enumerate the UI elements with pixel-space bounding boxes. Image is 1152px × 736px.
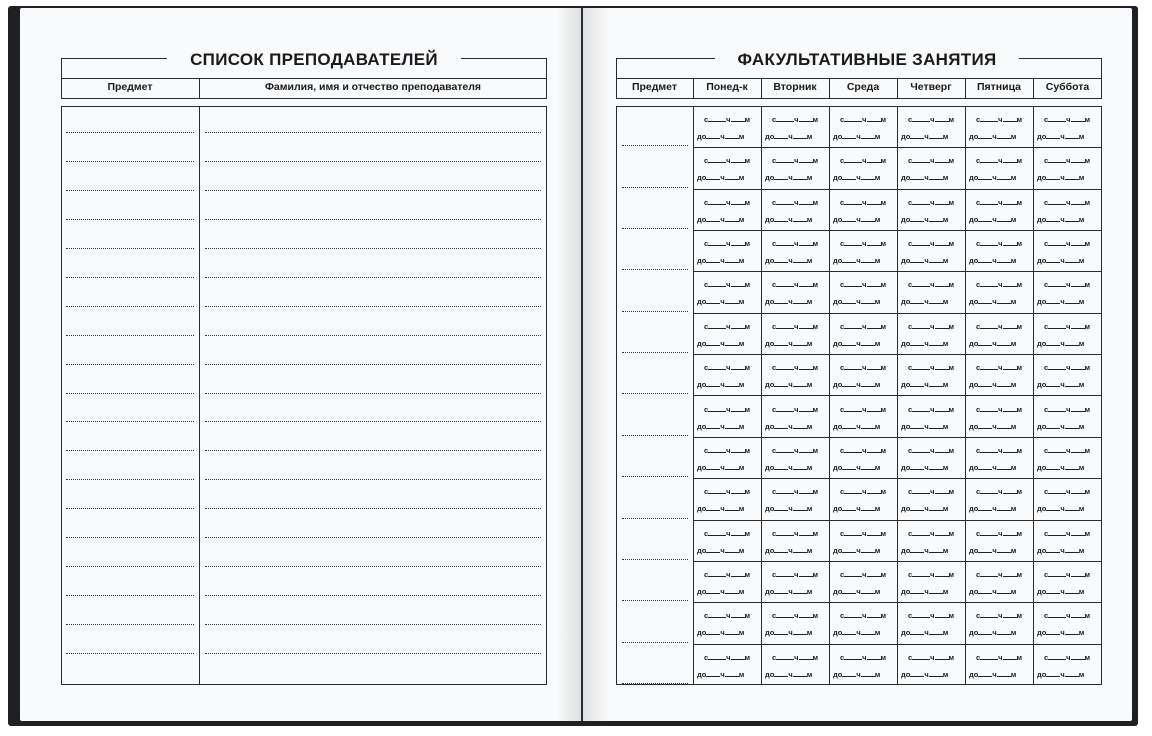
time-from-field[interactable]: с ч м	[772, 322, 819, 331]
teachers-name-line[interactable]	[205, 624, 541, 625]
teachers-name-line[interactable]	[205, 306, 541, 307]
teachers-subject-line[interactable]	[66, 219, 194, 220]
electives-subject-line[interactable]	[622, 187, 688, 188]
electives-col-3: Среда	[846, 81, 880, 93]
time-to-field[interactable]: до ч м	[969, 297, 1017, 306]
teachers-col-subject: Предмет	[107, 81, 153, 93]
time-from-field[interactable]: с ч м	[908, 446, 955, 455]
time-from-field[interactable]: с ч м	[840, 198, 887, 207]
time-to-field[interactable]: до ч м	[697, 215, 745, 224]
time-from-field[interactable]: с ч м	[908, 280, 955, 289]
time-from-field[interactable]: с ч м	[1044, 611, 1091, 620]
time-to-field[interactable]: до ч м	[901, 132, 949, 141]
time-from-field[interactable]: с ч м	[704, 570, 751, 579]
time-to-field[interactable]: до ч м	[697, 422, 745, 431]
time-to-field[interactable]: до ч м	[901, 504, 949, 513]
time-from-field[interactable]: с ч м	[1044, 529, 1091, 538]
electives-col-4: Четверг	[910, 81, 952, 93]
time-to-field[interactable]: до ч м	[969, 132, 1017, 141]
time-from-field[interactable]: с ч м	[840, 115, 887, 124]
time-to-field[interactable]: до ч м	[765, 628, 813, 637]
teachers-subject-line[interactable]	[66, 132, 194, 133]
time-from-field[interactable]: с ч м	[772, 611, 819, 620]
time-to-field[interactable]: до ч м	[833, 132, 881, 141]
time-to-field[interactable]: до ч м	[969, 587, 1017, 596]
time-to-field[interactable]: до ч м	[697, 546, 745, 555]
time-to-field[interactable]: до ч м	[969, 628, 1017, 637]
time-to-field[interactable]: до ч м	[833, 670, 881, 679]
time-from-field[interactable]: с ч м	[840, 405, 887, 414]
electives-subject-line[interactable]	[622, 311, 688, 312]
time-from-field[interactable]: с ч м	[840, 156, 887, 165]
time-from-field[interactable]: с ч м	[976, 487, 1023, 496]
time-to-field[interactable]: до ч м	[765, 256, 813, 265]
teachers-subject-line[interactable]	[66, 306, 194, 307]
teachers-name-line[interactable]	[205, 393, 541, 394]
time-from-field[interactable]: с ч м	[840, 363, 887, 372]
time-to-field[interactable]: до ч м	[697, 173, 745, 182]
teachers-name-line[interactable]	[205, 190, 541, 191]
time-from-field[interactable]: с ч м	[704, 529, 751, 538]
time-to-field[interactable]: до ч м	[901, 422, 949, 431]
teachers-name-line[interactable]	[205, 508, 541, 509]
electives-subject-line[interactable]	[622, 145, 688, 146]
time-to-field[interactable]: до ч м	[901, 587, 949, 596]
time-to-field[interactable]: до ч м	[765, 339, 813, 348]
time-from-field[interactable]: с ч м	[976, 322, 1023, 331]
teachers-subject-line[interactable]	[66, 566, 194, 567]
time-from-field[interactable]: с ч м	[772, 115, 819, 124]
time-from-field[interactable]: с ч м	[908, 198, 955, 207]
time-to-field[interactable]: до ч м	[901, 339, 949, 348]
time-to-field[interactable]: до ч м	[833, 256, 881, 265]
time-from-field[interactable]: с ч м	[772, 363, 819, 372]
time-to-field[interactable]: до ч м	[765, 380, 813, 389]
electives-subject-line[interactable]	[622, 559, 688, 560]
time-from-field[interactable]: с ч м	[704, 156, 751, 165]
time-to-field[interactable]: до ч м	[1037, 380, 1085, 389]
time-to-field[interactable]: до ч м	[765, 587, 813, 596]
electives-col-1: Понед-к	[706, 81, 748, 93]
time-from-field[interactable]: с ч м	[840, 611, 887, 620]
time-from-field[interactable]: с ч м	[1044, 198, 1091, 207]
teachers-name-line[interactable]	[205, 450, 541, 451]
time-to-field[interactable]: до ч м	[901, 297, 949, 306]
electives-subject-line[interactable]	[622, 228, 688, 229]
time-from-field[interactable]: с ч м	[840, 570, 887, 579]
time-from-field[interactable]: с ч м	[908, 156, 955, 165]
electives-title: ФАКУЛЬТАТИВНЫЕ ЗАНЯТИЯ	[715, 47, 1019, 73]
time-to-field[interactable]: до ч м	[1037, 215, 1085, 224]
time-from-field[interactable]: с ч м	[704, 115, 751, 124]
time-from-field[interactable]: с ч м	[704, 653, 751, 662]
time-to-field[interactable]: до ч м	[969, 339, 1017, 348]
time-from-field[interactable]: с ч м	[976, 363, 1023, 372]
time-from-field[interactable]: с ч м	[908, 570, 955, 579]
teachers-subject-line[interactable]	[66, 479, 194, 480]
time-from-field[interactable]: с ч м	[772, 653, 819, 662]
teachers-subject-line[interactable]	[66, 624, 194, 625]
teachers-name-line[interactable]	[205, 277, 541, 278]
time-from-field[interactable]: с ч м	[908, 487, 955, 496]
time-from-field[interactable]: с ч м	[704, 198, 751, 207]
time-to-field[interactable]: до ч м	[1037, 256, 1085, 265]
time-to-field[interactable]: до ч м	[833, 297, 881, 306]
time-to-field[interactable]: до ч м	[1037, 546, 1085, 555]
time-to-field[interactable]: до ч м	[969, 173, 1017, 182]
teachers-title: СПИСОК ПРЕПОДАВАТЕЛЕЙ	[167, 47, 461, 73]
time-from-field[interactable]: с ч м	[772, 446, 819, 455]
time-to-field[interactable]: до ч м	[1037, 628, 1085, 637]
time-to-field[interactable]: до ч м	[901, 546, 949, 555]
time-from-field[interactable]: с ч м	[772, 570, 819, 579]
teachers-name-line[interactable]	[205, 595, 541, 596]
time-from-field[interactable]: с ч м	[908, 529, 955, 538]
time-to-field[interactable]: до ч м	[1037, 297, 1085, 306]
teachers-subject-line[interactable]	[66, 508, 194, 509]
time-to-field[interactable]: до ч м	[1037, 504, 1085, 513]
time-from-field[interactable]: с ч м	[772, 280, 819, 289]
time-to-field[interactable]: до ч м	[1037, 339, 1085, 348]
time-to-field[interactable]: до ч м	[969, 256, 1017, 265]
time-to-field[interactable]: до ч м	[901, 628, 949, 637]
time-to-field[interactable]: до ч м	[969, 215, 1017, 224]
time-from-field[interactable]: с ч м	[1044, 653, 1091, 662]
time-from-field[interactable]: с ч м	[840, 487, 887, 496]
electives-subject-line[interactable]	[622, 435, 688, 436]
teachers-subject-line[interactable]	[66, 393, 194, 394]
teachers-subject-line[interactable]	[66, 248, 194, 249]
time-to-field[interactable]: до ч м	[765, 463, 813, 472]
teachers-name-line[interactable]	[205, 421, 541, 422]
time-from-field[interactable]: с ч м	[908, 611, 955, 620]
electives-col-2: Вторник	[773, 81, 817, 93]
time-from-field[interactable]: с ч м	[840, 653, 887, 662]
time-from-field[interactable]: с ч м	[772, 405, 819, 414]
time-from-field[interactable]: с ч м	[840, 280, 887, 289]
electives-subject-line[interactable]	[622, 269, 688, 270]
time-to-field[interactable]: до ч м	[833, 628, 881, 637]
teachers-name-line[interactable]	[205, 537, 541, 538]
time-to-field[interactable]: до ч м	[833, 587, 881, 596]
time-to-field[interactable]: до ч м	[1037, 587, 1085, 596]
time-from-field[interactable]: с ч м	[704, 446, 751, 455]
time-to-field[interactable]: до ч м	[697, 670, 745, 679]
teachers-subject-line[interactable]	[66, 537, 194, 538]
time-to-field[interactable]: до ч м	[901, 463, 949, 472]
time-from-field[interactable]: с ч м	[704, 239, 751, 248]
time-to-field[interactable]: до ч м	[697, 297, 745, 306]
time-to-field[interactable]: до ч м	[697, 628, 745, 637]
time-from-field[interactable]: с ч м	[704, 405, 751, 414]
teachers-subject-line[interactable]	[66, 595, 194, 596]
teachers-name-line[interactable]	[205, 566, 541, 567]
time-to-field[interactable]: до ч м	[765, 132, 813, 141]
electives-col-5: Пятница	[976, 81, 1022, 93]
time-to-field[interactable]: до ч м	[901, 215, 949, 224]
time-from-field[interactable]: с ч м	[976, 611, 1023, 620]
time-to-field[interactable]: до ч м	[697, 339, 745, 348]
time-from-field[interactable]: с ч м	[704, 487, 751, 496]
teachers-name-line[interactable]	[205, 219, 541, 220]
teachers-subject-line[interactable]	[66, 450, 194, 451]
time-from-field[interactable]: с ч м	[1044, 115, 1091, 124]
time-from-field[interactable]: с ч м	[1044, 405, 1091, 414]
teachers-subject-line[interactable]	[66, 190, 194, 191]
time-to-field[interactable]: до ч м	[969, 380, 1017, 389]
time-to-field[interactable]: до ч м	[697, 587, 745, 596]
time-from-field[interactable]: с ч м	[976, 405, 1023, 414]
time-to-field[interactable]: до ч м	[765, 670, 813, 679]
time-from-field[interactable]: с ч м	[976, 446, 1023, 455]
time-to-field[interactable]: до ч м	[765, 215, 813, 224]
time-to-field[interactable]: до ч м	[765, 173, 813, 182]
teachers-table	[61, 106, 547, 685]
teachers-subject-line[interactable]	[66, 277, 194, 278]
electives-subject-line[interactable]	[622, 600, 688, 601]
time-from-field[interactable]: с ч м	[704, 611, 751, 620]
time-to-field[interactable]: до ч м	[969, 670, 1017, 679]
time-to-field[interactable]: до ч м	[833, 173, 881, 182]
time-from-field[interactable]: с ч м	[704, 322, 751, 331]
time-from-field[interactable]: с ч м	[976, 653, 1023, 662]
time-to-field[interactable]: до ч м	[697, 132, 745, 141]
time-from-field[interactable]: с ч м	[1044, 322, 1091, 331]
time-to-field[interactable]: до ч м	[901, 256, 949, 265]
time-to-field[interactable]: до ч м	[969, 463, 1017, 472]
time-from-field[interactable]: с ч м	[1044, 363, 1091, 372]
time-from-field[interactable]: с ч м	[908, 115, 955, 124]
time-to-field[interactable]: до ч м	[765, 422, 813, 431]
time-from-field[interactable]: с ч м	[976, 529, 1023, 538]
teachers-name-line[interactable]	[205, 248, 541, 249]
time-to-field[interactable]: до ч м	[697, 504, 745, 513]
time-from-field[interactable]: с ч м	[908, 363, 955, 372]
time-from-field[interactable]: с ч м	[772, 198, 819, 207]
time-from-field[interactable]: с ч м	[1044, 239, 1091, 248]
time-to-field[interactable]: до ч м	[1037, 173, 1085, 182]
time-to-field[interactable]: до ч м	[833, 546, 881, 555]
time-to-field[interactable]: до ч м	[1037, 463, 1085, 472]
teachers-subject-line[interactable]	[66, 364, 194, 365]
teachers-col-name: Фамилия, имя и отчество преподавателя	[264, 81, 482, 93]
time-from-field[interactable]: с ч м	[976, 156, 1023, 165]
electives-subject-line[interactable]	[622, 476, 688, 477]
time-from-field[interactable]: с ч м	[772, 156, 819, 165]
teachers-subject-line[interactable]	[66, 653, 194, 654]
time-from-field[interactable]: с ч м	[840, 239, 887, 248]
time-to-field[interactable]: до ч м	[697, 256, 745, 265]
time-to-field[interactable]: до ч м	[969, 546, 1017, 555]
electives-subject-line[interactable]	[622, 518, 688, 519]
time-from-field[interactable]: с ч м	[908, 239, 955, 248]
time-from-field[interactable]: с ч м	[1044, 280, 1091, 289]
time-from-field[interactable]: с ч м	[976, 280, 1023, 289]
time-to-field[interactable]: до ч м	[969, 504, 1017, 513]
time-to-field[interactable]: до ч м	[833, 215, 881, 224]
time-to-field[interactable]: до ч м	[765, 504, 813, 513]
time-from-field[interactable]: с ч м	[772, 487, 819, 496]
time-from-field[interactable]: с ч м	[772, 239, 819, 248]
time-from-field[interactable]: с ч м	[908, 322, 955, 331]
time-to-field[interactable]: до ч м	[765, 297, 813, 306]
time-from-field[interactable]: с ч м	[1044, 446, 1091, 455]
time-from-field[interactable]: с ч м	[908, 405, 955, 414]
teachers-name-line[interactable]	[205, 132, 541, 133]
time-to-field[interactable]: до ч м	[901, 380, 949, 389]
time-from-field[interactable]: с ч м	[976, 239, 1023, 248]
time-to-field[interactable]: до ч м	[833, 463, 881, 472]
electives-subject-line[interactable]	[622, 683, 688, 684]
time-from-field[interactable]: с ч м	[1044, 570, 1091, 579]
time-to-field[interactable]: до ч м	[697, 463, 745, 472]
time-to-field[interactable]: до ч м	[1037, 670, 1085, 679]
time-to-field[interactable]: до ч м	[833, 504, 881, 513]
time-to-field[interactable]: до ч м	[1037, 132, 1085, 141]
time-from-field[interactable]: с ч м	[772, 529, 819, 538]
electives-col-6: Суббота	[1045, 81, 1090, 93]
time-from-field[interactable]: с ч м	[704, 280, 751, 289]
teachers-subject-line[interactable]	[66, 421, 194, 422]
electives-subject-line[interactable]	[622, 393, 688, 394]
teachers-subject-line[interactable]	[66, 161, 194, 162]
time-to-field[interactable]: до ч м	[901, 670, 949, 679]
teachers-name-line[interactable]	[205, 335, 541, 336]
teachers-name-line[interactable]	[205, 161, 541, 162]
time-to-field[interactable]: до ч м	[833, 339, 881, 348]
time-to-field[interactable]: до ч м	[833, 422, 881, 431]
time-from-field[interactable]: с ч м	[840, 529, 887, 538]
time-to-field[interactable]: до ч м	[901, 173, 949, 182]
time-from-field[interactable]: с ч м	[840, 446, 887, 455]
teachers-name-line[interactable]	[205, 653, 541, 654]
time-to-field[interactable]: до ч м	[969, 422, 1017, 431]
time-from-field[interactable]: с ч м	[908, 653, 955, 662]
time-from-field[interactable]: с ч м	[976, 198, 1023, 207]
teachers-name-line[interactable]	[205, 364, 541, 365]
time-from-field[interactable]: с ч м	[1044, 156, 1091, 165]
electives-subject-line[interactable]	[622, 642, 688, 643]
time-from-field[interactable]: с ч м	[840, 322, 887, 331]
teachers-name-line[interactable]	[205, 479, 541, 480]
teachers-subject-line[interactable]	[66, 335, 194, 336]
time-from-field[interactable]: с ч м	[976, 115, 1023, 124]
time-to-field[interactable]: до ч м	[1037, 422, 1085, 431]
time-from-field[interactable]: с ч м	[704, 363, 751, 372]
time-to-field[interactable]: до ч м	[833, 380, 881, 389]
electives-col-0: Предмет	[631, 81, 678, 93]
time-to-field[interactable]: до ч м	[765, 546, 813, 555]
electives-subject-line[interactable]	[622, 352, 688, 353]
time-from-field[interactable]: с ч м	[976, 570, 1023, 579]
time-to-field[interactable]: до ч м	[697, 380, 745, 389]
time-from-field[interactable]: с ч м	[1044, 487, 1091, 496]
